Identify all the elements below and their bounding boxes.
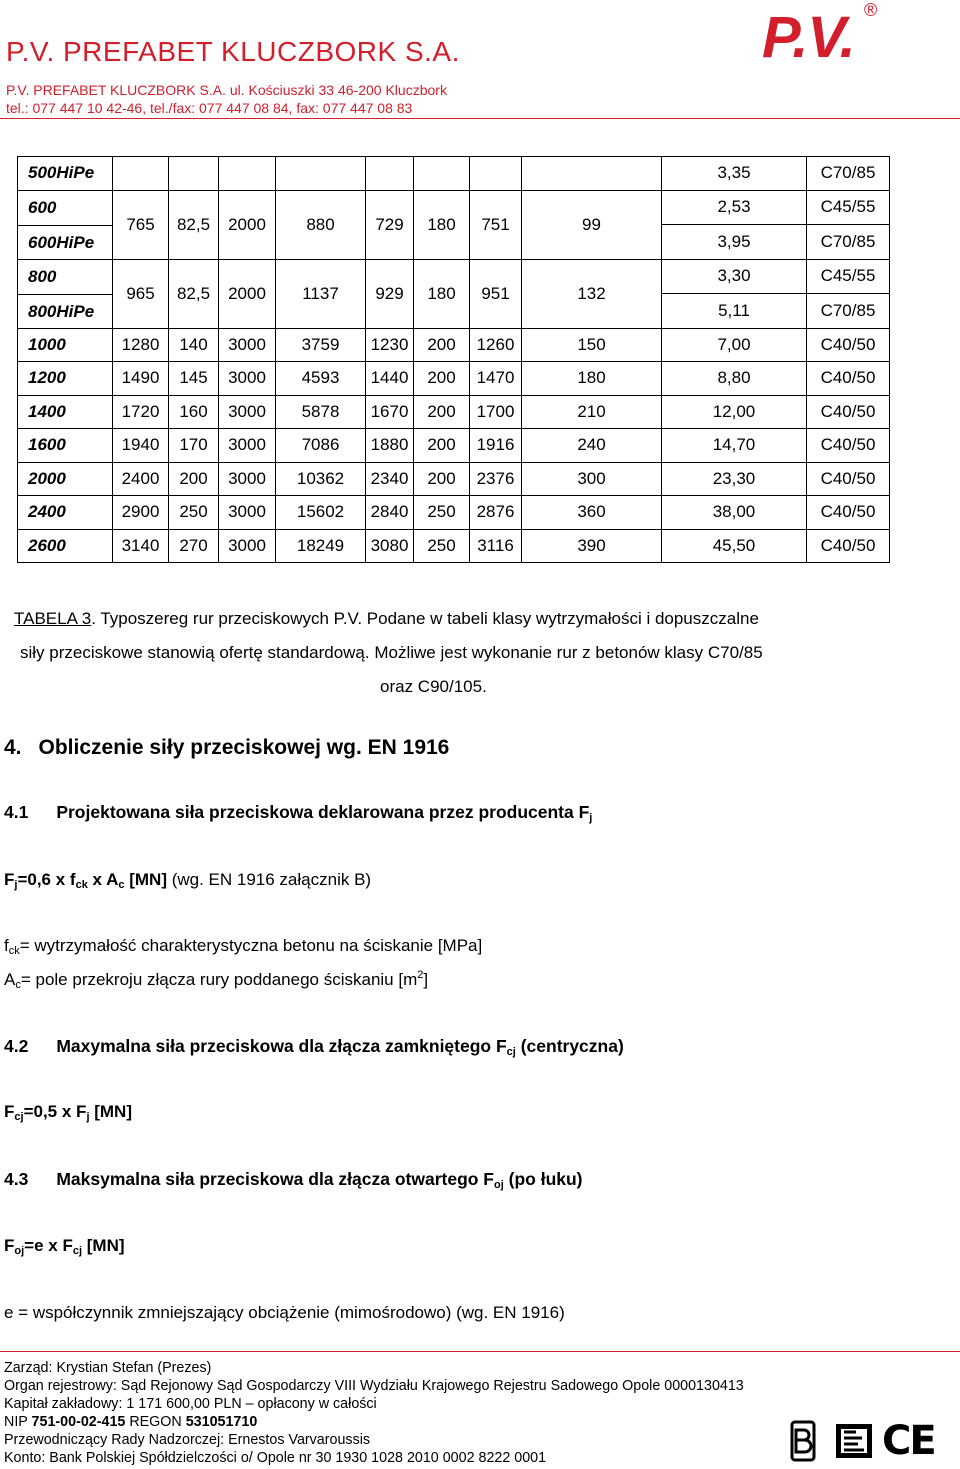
subsection-title-tail: (centryczna): [515, 1036, 624, 1056]
table-cell: 3000: [219, 529, 276, 563]
table-cell: 200: [169, 462, 219, 496]
pipe-type: 2000: [18, 462, 113, 496]
definition-text: = pole przekroju złącza rury poddanego ściskaniu [m: [20, 970, 418, 989]
caption-text: . Typoszereg rur przeciskowych P.V. Podane w tabeli klasy wytrzymałości i dopuszczalne: [91, 609, 759, 628]
concrete-class: C40/50: [807, 429, 890, 463]
concrete-class: C40/50: [807, 395, 890, 429]
pipe-mass: 2,53: [662, 190, 807, 225]
b-mark-icon: [786, 1418, 820, 1464]
table-cell: 1880: [366, 429, 414, 463]
table-caption-line3: oraz C90/105.: [380, 677, 487, 696]
formula-note: (wg. EN 1916 załącznik B): [166, 870, 372, 889]
table-cell: 132: [522, 259, 662, 328]
company-address: P.V. PREFABET KLUCZBORK S.A. ul. Kościuszki 33 46-200 Kluczbork: [6, 82, 447, 98]
formula-part: [MN]: [89, 1102, 132, 1121]
header-rule: [0, 118, 960, 119]
table-cell: 1230: [366, 328, 414, 362]
table-cell: 82,5: [169, 259, 219, 328]
table-cell: 4593: [276, 362, 366, 396]
table-cell: 360: [522, 496, 662, 530]
table-cell: 270: [169, 529, 219, 563]
table-cell: 3000: [219, 496, 276, 530]
table-cell: 3000: [219, 362, 276, 396]
table-cell: 1916: [470, 429, 522, 463]
pipe-type: 2400: [18, 496, 113, 530]
definition-symbol: A: [4, 970, 16, 989]
table-cell: 200: [414, 395, 470, 429]
table-cell: 1260: [470, 328, 522, 362]
table-cell: 1440: [366, 362, 414, 396]
table-row: [18, 529, 890, 563]
table-cell: 18249: [276, 529, 366, 563]
formula-fj: [4, 870, 371, 891]
table-cell: 240: [522, 429, 662, 463]
definition-fck: [4, 936, 482, 957]
table-cell: 200: [414, 362, 470, 396]
table-cell: 951: [470, 259, 522, 328]
subsection-number: 4.2: [4, 1036, 29, 1056]
nip-label: NIP: [4, 1414, 32, 1430]
pipe-mass: 7,00: [662, 328, 807, 362]
subscript: cj: [72, 1245, 83, 1257]
subsection-number: 4.3: [4, 1169, 29, 1189]
table-cell: 2900: [113, 496, 169, 530]
table-cell: 250: [414, 529, 470, 563]
pipe-mass: 23,30: [662, 462, 807, 496]
formula-fcj: [4, 1102, 132, 1123]
formula-part: =0,5 x F: [23, 1102, 87, 1121]
pipe-mass: 5,11: [662, 294, 807, 329]
footer-rule: [0, 1351, 960, 1352]
table-cell: 5878: [276, 395, 366, 429]
table-cell: 1137: [276, 259, 366, 328]
table-row: [18, 190, 890, 225]
subscript: ck: [75, 879, 88, 891]
subscript: c: [15, 979, 21, 991]
definition-text: = wytrzymałość charakterystyczna betonu na ściskanie [MPa]: [19, 936, 483, 955]
table-cell: 1720: [113, 395, 169, 429]
footer-board: Zarząd: Krystian Stefan (Prezes): [4, 1360, 212, 1376]
definition-ac: [4, 969, 428, 991]
footer-bank-account: Konto: Bank Polskiej Spółdzielczości o/ Opole nr 30 1930 1028 2010 0002 8222 0001: [4, 1450, 547, 1466]
table-cell: 3140: [113, 529, 169, 563]
pipe-type: 800: [18, 260, 112, 295]
table-cell: 3080: [366, 529, 414, 563]
formula-part: =0,6 x f: [17, 870, 76, 889]
table-cell: 2376: [470, 462, 522, 496]
subsection-title-tail: (po łuku): [503, 1169, 583, 1189]
pipe-type: 500HiPe: [18, 157, 113, 191]
table-cell: 170: [169, 429, 219, 463]
subscript: j: [589, 812, 593, 824]
table-cell: 150: [522, 328, 662, 362]
section-heading: [4, 736, 449, 760]
table-cell: 1700: [470, 395, 522, 429]
table-row: [18, 157, 890, 191]
subsection-title: Maksymalna siła przeciskowa dla złącza otwartego F: [56, 1169, 494, 1189]
table-cell: 15602: [276, 496, 366, 530]
table-cell: 180: [522, 362, 662, 396]
formula-foj: [4, 1236, 125, 1257]
pipe-series-table: [17, 156, 890, 563]
formula-part: x A: [87, 870, 119, 889]
concrete-class: C40/50: [807, 496, 890, 530]
table-cell: 200: [414, 328, 470, 362]
concrete-class: C70/85: [807, 294, 890, 329]
definition-e: e = współczynnik zmniejszający obciążenie (mimośrodowo) (wg. EN 1916): [4, 1303, 565, 1322]
table-cell: 160: [169, 395, 219, 429]
concrete-class: C45/55: [807, 190, 890, 225]
table-row: [18, 362, 890, 396]
subsection-number: 4.1: [4, 802, 29, 822]
subsection-4-1-heading: [4, 802, 592, 824]
table-cell: 2400: [113, 462, 169, 496]
table-cell: 390: [522, 529, 662, 563]
formula-part: =e x F: [24, 1236, 73, 1255]
table-cell: 82,5: [169, 190, 219, 259]
formula-part: F: [4, 1236, 15, 1255]
table-cell: 200: [414, 462, 470, 496]
concrete-class: C40/50: [807, 462, 890, 496]
table-cell: 3759: [276, 328, 366, 362]
regon-label: REGON: [125, 1414, 186, 1430]
subscript: cj: [14, 1111, 24, 1123]
table-cell: 2876: [470, 496, 522, 530]
ce-mark-icon: CE: [882, 1418, 935, 1464]
pipe-mass: 3,95: [662, 225, 807, 260]
pipe-mass: 3,30: [662, 259, 807, 294]
subsection-4-3-heading: [4, 1169, 583, 1191]
pv-logo: P.V.: [762, 5, 855, 70]
subscript: oj: [494, 1179, 504, 1191]
table-cell: 3116: [470, 529, 522, 563]
table-cell: 880: [276, 190, 366, 259]
footer-supervisory-board: Przewodniczący Rady Nadzorczej: Ernestos Varvaroussis: [4, 1432, 371, 1448]
table-cell: 2840: [366, 496, 414, 530]
section-number: 4.: [4, 736, 22, 759]
table-cell: 929: [366, 259, 414, 328]
regon-value: 531051710: [185, 1414, 258, 1430]
table-cell: 210: [522, 395, 662, 429]
pipe-type: 600HiPe: [28, 232, 95, 252]
pipe-type: 600: [18, 191, 112, 226]
table-row: [18, 395, 890, 429]
formula-part: F: [4, 870, 15, 889]
definition-symbol: f: [4, 936, 9, 955]
table-cell: 2000: [219, 190, 276, 259]
pipe-mass: 14,70: [662, 429, 807, 463]
table-cell: 180: [414, 259, 470, 328]
table-cell: 99: [522, 190, 662, 259]
pipe-type: 2600: [18, 529, 113, 563]
subscript: j: [14, 879, 18, 891]
footer-capital: Kapitał zakładowy: 1 171 600,00 PLN – opłacony w całości: [4, 1396, 377, 1412]
pipe-mass: 8,80: [662, 362, 807, 396]
section-title: Obliczenie siły przeciskowej wg. EN 1916: [38, 736, 450, 759]
table-cell: 3000: [219, 328, 276, 362]
table-cell: 965: [113, 259, 169, 328]
pipe-type: 1400: [18, 395, 113, 429]
table-cell: 1670: [366, 395, 414, 429]
pipe-type: 800HiPe: [28, 301, 95, 321]
table-row: [18, 259, 890, 294]
table-caption-line1: [14, 609, 759, 629]
table-cell: 250: [169, 496, 219, 530]
subscript: oj: [14, 1245, 25, 1257]
subscript: c: [118, 879, 125, 891]
table-cell: 751: [470, 190, 522, 259]
pipe-type: 1000: [18, 328, 113, 362]
pipe-type: 1600: [18, 429, 113, 463]
pipe-mass: 45,50: [662, 529, 807, 563]
concrete-class: C40/50: [807, 362, 890, 396]
table-cell: 2340: [366, 462, 414, 496]
pipe-type: 1200: [18, 362, 113, 396]
formula-part: F: [4, 1102, 15, 1121]
company-title: P.V. PREFABET KLUCZBORK S.A.: [6, 36, 460, 67]
concrete-class: C70/85: [807, 225, 890, 260]
table-row: [18, 496, 890, 530]
subsection-4-2-heading: [4, 1036, 624, 1058]
table-caption-line2: siły przeciskowe stanowią ofertę standardową. Możliwe jest wykonanie rur z betonów klasy C70/85: [20, 643, 763, 662]
table-cell: 140: [169, 328, 219, 362]
concrete-class: C70/85: [807, 157, 890, 191]
table-cell: 3000: [219, 395, 276, 429]
formula-part: [MN]: [82, 1236, 125, 1255]
pipe-mass: 12,00: [662, 395, 807, 429]
subsection-title: Projektowana siła przeciskowa deklarowana przez producenta F: [56, 802, 590, 822]
nip-value: 751-00-02-415: [31, 1414, 126, 1430]
table-cell: 765: [113, 190, 169, 259]
table-cell: 7086: [276, 429, 366, 463]
table-row: [18, 462, 890, 496]
footer-registry: Organ rejestrowy: Sąd Rejonowy Sąd Gospodarczy VIII Wydziału Krajowego Rejestru Sadowego Opole 0000130413: [4, 1378, 744, 1394]
table-cell: 3000: [219, 429, 276, 463]
registered-mark-icon: ®: [864, 0, 878, 20]
table-cell: 1940: [113, 429, 169, 463]
table-cell: 1470: [470, 362, 522, 396]
concrete-class: C40/50: [807, 328, 890, 362]
table-row: [18, 429, 890, 463]
pipe-mass: 38,00: [662, 496, 807, 530]
table-cell: 729: [366, 190, 414, 259]
table-cell: 10362: [276, 462, 366, 496]
formula-part: [MN]: [124, 870, 167, 889]
subscript: ck: [8, 945, 20, 957]
footer-nip-regon: [4, 1414, 257, 1430]
table-cell: 1280: [113, 328, 169, 362]
concrete-class: C40/50: [807, 529, 890, 563]
table-label: TABELA 3: [14, 609, 92, 628]
table-cell: 145: [169, 362, 219, 396]
table-cell: 1490: [113, 362, 169, 396]
iso-cert-icon: [834, 1418, 874, 1464]
definition-text: ]: [423, 970, 429, 989]
table-row: [18, 328, 890, 362]
table-cell: 300: [522, 462, 662, 496]
subscript: j: [86, 1111, 90, 1123]
superscript: 2: [417, 969, 424, 981]
table-cell: 250: [414, 496, 470, 530]
concrete-class: C45/55: [807, 259, 890, 294]
table-cell: 3000: [219, 462, 276, 496]
company-phone: tel.: 077 447 10 42-46, tel./fax: 077 447 08 84, fax: 077 447 08 83: [6, 100, 413, 116]
table-cell: 2000: [219, 259, 276, 328]
subscript: cj: [506, 1046, 516, 1058]
table-cell: 200: [414, 429, 470, 463]
table-cell: 180: [414, 190, 470, 259]
pipe-mass: 3,35: [662, 157, 807, 191]
subsection-title: Maxymalna siła przeciskowa dla złącza zamkniętego F: [56, 1036, 507, 1056]
